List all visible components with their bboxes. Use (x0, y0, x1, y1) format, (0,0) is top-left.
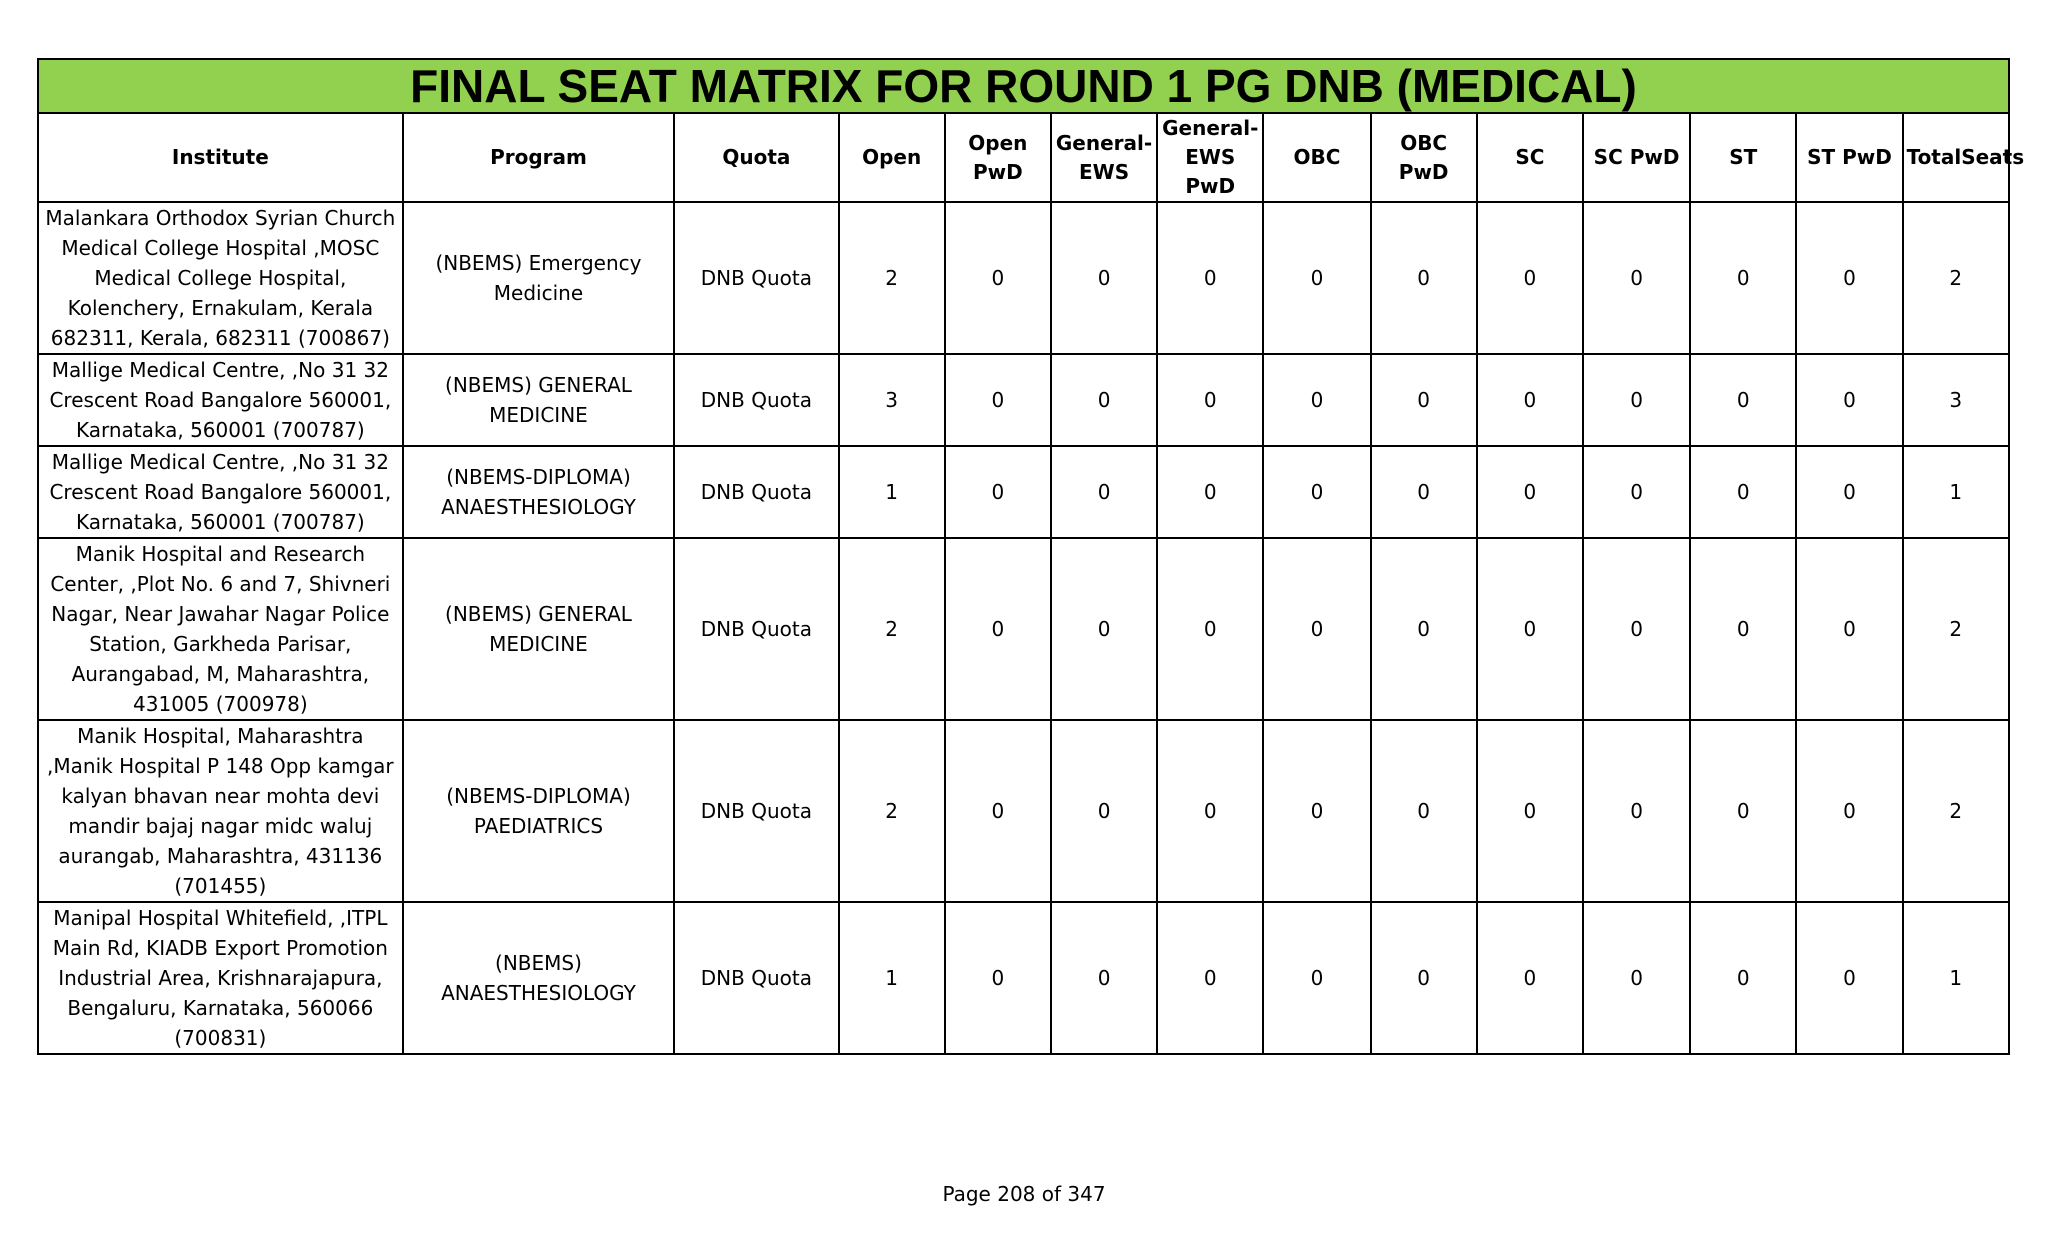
open-pwd-cell: 0 (945, 354, 1051, 446)
column-header-general-ews: General-EWS (1051, 113, 1157, 202)
total-seats-cell: 2 (1903, 202, 2009, 354)
sc-cell: 0 (1477, 902, 1583, 1054)
obc-cell: 0 (1263, 354, 1370, 446)
institute-cell: Mallige Medical Centre, ,No 31 32 Crescent Road Bangalore 560001, Karnataka, 560001 (700787) (38, 446, 403, 538)
column-header-general-ews-pwd: General-EWS PwD (1157, 113, 1263, 202)
quota-cell: DNB Quota (674, 538, 838, 720)
obc-pwd-cell: 0 (1371, 538, 1477, 720)
general-ews-cell: 0 (1051, 202, 1157, 354)
quota-cell: DNB Quota (674, 446, 838, 538)
sc-cell: 0 (1477, 354, 1583, 446)
column-header-obc: OBC (1263, 113, 1370, 202)
table-row (38, 446, 2009, 538)
program-cell: (NBEMS) ANAESTHESIOLOGY (403, 902, 675, 1054)
obc-cell: 0 (1263, 202, 1370, 354)
obc-pwd-cell: 0 (1371, 202, 1477, 354)
sc-pwd-cell: 0 (1583, 354, 1690, 446)
column-header-obc-pwd: OBC PwD (1371, 113, 1477, 202)
total-seats-cell: 2 (1903, 720, 2009, 902)
general-ews-pwd-cell: 0 (1157, 446, 1263, 538)
open-pwd-cell: 0 (945, 446, 1051, 538)
column-header-quota: Quota (674, 113, 838, 202)
obc-pwd-cell: 0 (1371, 720, 1477, 902)
sc-cell: 0 (1477, 720, 1583, 902)
column-header-open: Open (839, 113, 945, 202)
open-pwd-cell: 0 (945, 902, 1051, 1054)
general-ews-cell: 0 (1051, 446, 1157, 538)
program-cell: (NBEMS-DIPLOMA) PAEDIATRICS (403, 720, 675, 902)
st-cell: 0 (1690, 446, 1796, 538)
obc-pwd-cell: 0 (1371, 902, 1477, 1054)
total-seats-cell: 3 (1903, 354, 2009, 446)
obc-cell: 0 (1263, 902, 1370, 1054)
general-ews-pwd-cell: 0 (1157, 902, 1263, 1054)
quota-cell: DNB Quota (674, 354, 838, 446)
institute-cell: Mallige Medical Centre, ,No 31 32 Crescent Road Bangalore 560001, Karnataka, 560001 (700787) (38, 354, 403, 446)
obc-cell: 0 (1263, 538, 1370, 720)
open-cell: 3 (839, 354, 945, 446)
program-cell: (NBEMS) Emergency Medicine (403, 202, 675, 354)
title-row (38, 59, 2009, 113)
st-cell: 0 (1690, 538, 1796, 720)
header-row (38, 113, 2009, 202)
table-row (38, 538, 2009, 720)
column-header-program: Program (403, 113, 675, 202)
general-ews-pwd-cell: 0 (1157, 202, 1263, 354)
st-pwd-cell: 0 (1796, 902, 1902, 1054)
open-cell: 2 (839, 538, 945, 720)
sc-pwd-cell: 0 (1583, 538, 1690, 720)
open-cell: 2 (839, 202, 945, 354)
column-header-institute: Institute (38, 113, 403, 202)
general-ews-cell: 0 (1051, 720, 1157, 902)
general-ews-pwd-cell: 0 (1157, 538, 1263, 720)
obc-cell: 0 (1263, 720, 1370, 902)
sc-pwd-cell: 0 (1583, 720, 1690, 902)
sc-cell: 0 (1477, 538, 1583, 720)
general-ews-pwd-cell: 0 (1157, 354, 1263, 446)
sc-pwd-cell: 0 (1583, 446, 1690, 538)
open-pwd-cell: 0 (945, 202, 1051, 354)
general-ews-cell: 0 (1051, 354, 1157, 446)
st-pwd-cell: 0 (1796, 720, 1902, 902)
obc-pwd-cell: 0 (1371, 446, 1477, 538)
quota-cell: DNB Quota (674, 202, 838, 354)
general-ews-pwd-cell: 0 (1157, 720, 1263, 902)
sc-cell: 0 (1477, 202, 1583, 354)
column-header-open-pwd: Open PwD (945, 113, 1051, 202)
st-pwd-cell: 0 (1796, 354, 1902, 446)
column-header-sc-pwd: SC PwD (1583, 113, 1690, 202)
table-row (38, 354, 2009, 446)
column-header-st: ST (1690, 113, 1796, 202)
total-seats-cell: 1 (1903, 446, 2009, 538)
program-cell: (NBEMS) GENERAL MEDICINE (403, 538, 675, 720)
table-row (38, 202, 2009, 354)
quota-cell: DNB Quota (674, 720, 838, 902)
table-title: FINAL SEAT MATRIX FOR ROUND 1 PG DNB (MEDICAL) (38, 59, 2009, 113)
open-pwd-cell: 0 (945, 538, 1051, 720)
obc-pwd-cell: 0 (1371, 354, 1477, 446)
st-cell: 0 (1690, 354, 1796, 446)
table-row (38, 720, 2009, 902)
total-seats-cell: 2 (1903, 538, 2009, 720)
sc-cell: 0 (1477, 446, 1583, 538)
st-pwd-cell: 0 (1796, 202, 1902, 354)
program-cell: (NBEMS) GENERAL MEDICINE (403, 354, 675, 446)
column-header-total-seats: TotalSeats (1903, 113, 2009, 202)
seat-matrix-table (37, 58, 2025, 1055)
open-cell: 1 (839, 902, 945, 1054)
table-row (38, 902, 2009, 1054)
institute-cell: Manik Hospital, Maharashtra ,Manik Hospital P 148 Opp kamgar kalyan bhavan near mohta devi mandir bajaj nagar midc waluj aurangab, Maharashtra, 431136 (701455) (38, 720, 403, 902)
total-seats-cell: 1 (1903, 902, 2009, 1054)
st-pwd-cell: 0 (1796, 446, 1902, 538)
st-pwd-cell: 0 (1796, 538, 1902, 720)
sc-pwd-cell: 0 (1583, 902, 1690, 1054)
open-pwd-cell: 0 (945, 720, 1051, 902)
sc-pwd-cell: 0 (1583, 202, 1690, 354)
open-cell: 2 (839, 720, 945, 902)
institute-cell: Manipal Hospital Whitefield, ,ITPL Main Rd, KIADB Export Promotion Industrial Area, Krishnarajapura, Bengaluru, Karnataka, 560066 (700831) (38, 902, 403, 1054)
st-cell: 0 (1690, 720, 1796, 902)
institute-cell: Manik Hospital and Research Center, ,Plot No. 6 and 7, Shivneri Nagar, Near Jawahar Nagar Police Station, Garkheda Parisar, Aurangabad, M, Maharashtra, 431005 (700978) (38, 538, 403, 720)
open-cell: 1 (839, 446, 945, 538)
program-cell: (NBEMS-DIPLOMA) ANAESTHESIOLOGY (403, 446, 675, 538)
institute-cell: Malankara Orthodox Syrian Church Medical College Hospital ,MOSC Medical College Hospital, Kolenchery, Ernakulam, Kerala 682311, Kerala, 682311 (700867) (38, 202, 403, 354)
page-number: Page 208 of 347 (942, 1182, 1106, 1206)
st-cell: 0 (1690, 202, 1796, 354)
obc-cell: 0 (1263, 446, 1370, 538)
st-cell: 0 (1690, 902, 1796, 1054)
general-ews-cell: 0 (1051, 538, 1157, 720)
general-ews-cell: 0 (1051, 902, 1157, 1054)
column-header-sc: SC (1477, 113, 1583, 202)
quota-cell: DNB Quota (674, 902, 838, 1054)
column-header-st-pwd: ST PwD (1796, 113, 1902, 202)
